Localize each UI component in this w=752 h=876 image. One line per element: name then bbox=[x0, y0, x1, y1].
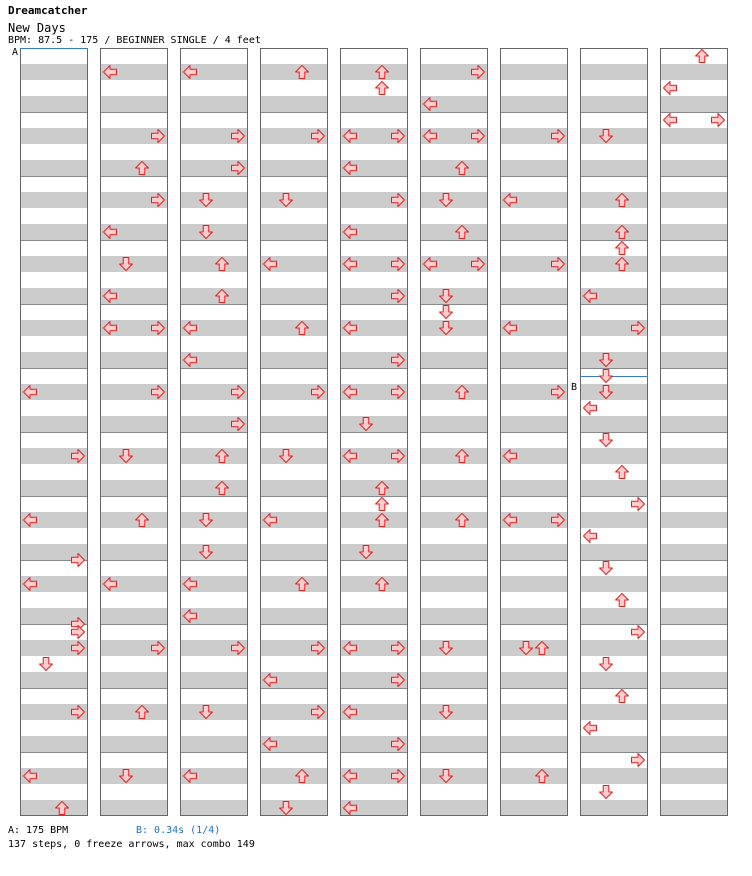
beat-stripe bbox=[20, 96, 88, 112]
beat-stripe bbox=[500, 736, 568, 752]
beat-stripe bbox=[500, 96, 568, 112]
beat-stripe bbox=[580, 128, 648, 144]
beat-stripe bbox=[420, 224, 488, 240]
beat-stripe bbox=[660, 192, 728, 208]
beat-stripe bbox=[260, 416, 328, 432]
song-title: New Days bbox=[8, 21, 66, 35]
chart-column bbox=[660, 49, 728, 817]
beat-stripe bbox=[260, 544, 328, 560]
up-arrow bbox=[616, 466, 629, 479]
up-arrow bbox=[696, 50, 709, 63]
beat-stripe bbox=[660, 544, 728, 560]
beat-stripe bbox=[660, 448, 728, 464]
beat-stripe bbox=[660, 288, 728, 304]
beat-stripe bbox=[20, 224, 88, 240]
beat-stripe bbox=[660, 352, 728, 368]
beat-stripe bbox=[100, 256, 168, 272]
beat-stripe bbox=[20, 416, 88, 432]
beat-stripe bbox=[420, 288, 488, 304]
beat-stripe bbox=[660, 640, 728, 656]
beat-stripe bbox=[420, 736, 488, 752]
beat-stripe bbox=[340, 608, 408, 624]
bpm-a-legend: A: 175 BPM bbox=[8, 825, 69, 836]
up-arrow bbox=[616, 594, 629, 607]
left-arrow bbox=[584, 402, 597, 415]
beat-stripe bbox=[340, 512, 408, 528]
beat-stripe bbox=[260, 800, 328, 816]
beat-stripe bbox=[100, 160, 168, 176]
down-arrow bbox=[600, 786, 613, 799]
beat-stripe bbox=[420, 672, 488, 688]
beat-stripe bbox=[580, 800, 648, 816]
chart-column bbox=[20, 49, 88, 817]
beat-stripe bbox=[180, 704, 248, 720]
beat-stripe bbox=[420, 704, 488, 720]
beat-stripe bbox=[420, 576, 488, 592]
beat-stripe bbox=[580, 704, 648, 720]
beat-stripe bbox=[260, 224, 328, 240]
down-arrow bbox=[40, 658, 53, 671]
beat-stripe bbox=[580, 640, 648, 656]
beat-stripe bbox=[580, 672, 648, 688]
beat-stripe bbox=[580, 160, 648, 176]
right-arrow bbox=[632, 498, 645, 511]
beat-stripe bbox=[100, 448, 168, 464]
beat-stripe bbox=[500, 160, 568, 176]
beat-stripe bbox=[260, 608, 328, 624]
beat-stripe bbox=[660, 384, 728, 400]
beat-stripe bbox=[340, 576, 408, 592]
beat-stripe bbox=[420, 352, 488, 368]
beat-stripe bbox=[100, 480, 168, 496]
beat-stripe bbox=[260, 768, 328, 784]
beat-stripe bbox=[420, 320, 488, 336]
beat-stripe bbox=[580, 416, 648, 432]
right-arrow bbox=[632, 754, 645, 767]
beat-stripe bbox=[180, 256, 248, 272]
beat-stripe bbox=[660, 576, 728, 592]
down-arrow bbox=[600, 370, 613, 383]
beat-stripe bbox=[180, 544, 248, 560]
beat-stripe bbox=[660, 512, 728, 528]
right-arrow bbox=[632, 626, 645, 639]
right-arrow bbox=[712, 114, 725, 127]
beat-stripe bbox=[580, 384, 648, 400]
beat-stripe bbox=[500, 768, 568, 784]
beat-stripe bbox=[660, 768, 728, 784]
beat-stripe bbox=[180, 288, 248, 304]
beat-stripe bbox=[260, 352, 328, 368]
up-arrow bbox=[616, 242, 629, 255]
beat-stripe bbox=[20, 672, 88, 688]
beat-stripe bbox=[660, 736, 728, 752]
beat-stripe bbox=[420, 640, 488, 656]
beat-stripe bbox=[20, 192, 88, 208]
chart-column bbox=[260, 49, 328, 817]
artist-name: Dreamcatcher bbox=[8, 4, 88, 17]
beat-stripe bbox=[100, 416, 168, 432]
beat-stripe bbox=[580, 256, 648, 272]
marker-a-label: A bbox=[12, 47, 19, 58]
beat-stripe bbox=[100, 96, 168, 112]
beat-stripe bbox=[180, 480, 248, 496]
beat-stripe bbox=[100, 768, 168, 784]
beat-stripe bbox=[500, 544, 568, 560]
beat-stripe bbox=[580, 544, 648, 560]
beat-stripe bbox=[340, 64, 408, 80]
beat-stripe bbox=[420, 768, 488, 784]
beat-stripe bbox=[260, 192, 328, 208]
beat-stripe bbox=[580, 512, 648, 528]
beat-stripe bbox=[500, 576, 568, 592]
beat-stripe bbox=[340, 416, 408, 432]
beat-stripe bbox=[20, 736, 88, 752]
beat-stripe bbox=[180, 224, 248, 240]
beat-stripe bbox=[660, 480, 728, 496]
beat-stripe bbox=[500, 640, 568, 656]
beat-stripe bbox=[20, 320, 88, 336]
marker-b-label: B bbox=[571, 382, 578, 393]
beat-stripe bbox=[180, 192, 248, 208]
beat-stripe bbox=[580, 64, 648, 80]
beat-stripe bbox=[660, 800, 728, 816]
left-arrow bbox=[584, 722, 597, 735]
down-arrow bbox=[600, 658, 613, 671]
beat-stripe bbox=[500, 672, 568, 688]
beat-stripe bbox=[20, 128, 88, 144]
beat-stripe bbox=[180, 672, 248, 688]
beat-stripe bbox=[420, 448, 488, 464]
beat-stripe bbox=[580, 608, 648, 624]
beat-stripe bbox=[500, 704, 568, 720]
beat-stripe bbox=[660, 416, 728, 432]
beat-stripe bbox=[420, 512, 488, 528]
beat-stripe bbox=[100, 800, 168, 816]
beat-stripe bbox=[580, 192, 648, 208]
beat-stripe bbox=[580, 224, 648, 240]
beat-stripe bbox=[180, 800, 248, 816]
right-arrow bbox=[72, 626, 85, 639]
beat-stripe bbox=[580, 352, 648, 368]
chart-info: BPM: 87.5 - 175 / BEGINNER SINGLE / 4 feet bbox=[8, 35, 261, 46]
beat-stripe bbox=[260, 64, 328, 80]
beat-stripe bbox=[500, 416, 568, 432]
beat-stripe bbox=[180, 512, 248, 528]
beat-stripe bbox=[100, 352, 168, 368]
beat-stripe bbox=[180, 736, 248, 752]
beat-stripe bbox=[100, 704, 168, 720]
beat-stripe bbox=[260, 288, 328, 304]
chart-column bbox=[500, 49, 568, 817]
down-arrow bbox=[600, 562, 613, 575]
beat-stripe bbox=[260, 160, 328, 176]
beat-stripe bbox=[420, 192, 488, 208]
beat-stripe bbox=[260, 96, 328, 112]
beat-stripe bbox=[580, 96, 648, 112]
up-arrow bbox=[376, 82, 389, 95]
beat-stripe bbox=[660, 256, 728, 272]
beat-stripe bbox=[260, 320, 328, 336]
beat-stripe bbox=[100, 736, 168, 752]
up-arrow bbox=[616, 690, 629, 703]
chart-column bbox=[100, 49, 168, 817]
left-arrow bbox=[664, 82, 677, 95]
beat-stripe bbox=[660, 672, 728, 688]
down-arrow bbox=[600, 434, 613, 447]
beat-stripe bbox=[340, 96, 408, 112]
beat-stripe bbox=[260, 480, 328, 496]
beat-stripe bbox=[420, 800, 488, 816]
beat-stripe bbox=[580, 736, 648, 752]
beat-stripe bbox=[100, 512, 168, 528]
chart-column bbox=[580, 49, 648, 817]
beat-stripe bbox=[20, 800, 88, 816]
beat-stripe bbox=[660, 704, 728, 720]
beat-stripe bbox=[420, 384, 488, 400]
beat-stripe bbox=[420, 480, 488, 496]
beat-stripe bbox=[500, 800, 568, 816]
beat-stripe bbox=[580, 448, 648, 464]
beat-stripe bbox=[340, 480, 408, 496]
beat-stripe bbox=[20, 64, 88, 80]
beat-stripe bbox=[580, 576, 648, 592]
beat-stripe bbox=[20, 288, 88, 304]
beat-stripe bbox=[180, 448, 248, 464]
beat-stripe bbox=[100, 544, 168, 560]
beat-stripe bbox=[660, 320, 728, 336]
left-arrow bbox=[584, 530, 597, 543]
beat-stripe bbox=[420, 160, 488, 176]
up-arrow bbox=[376, 498, 389, 511]
beat-stripe bbox=[660, 608, 728, 624]
beat-stripe bbox=[340, 544, 408, 560]
chart-summary: 137 steps, 0 freeze arrows, max combo 149 bbox=[8, 839, 255, 850]
chart-column bbox=[420, 49, 488, 817]
beat-stripe bbox=[500, 608, 568, 624]
beat-stripe bbox=[100, 672, 168, 688]
left-arrow bbox=[664, 114, 677, 127]
bpm-b-legend: B: 0.34s (1/4) bbox=[136, 825, 221, 836]
beat-stripe bbox=[260, 448, 328, 464]
beat-stripe bbox=[660, 224, 728, 240]
beat-stripe bbox=[420, 416, 488, 432]
beat-stripe bbox=[180, 96, 248, 112]
beat-stripe bbox=[500, 288, 568, 304]
beat-stripe bbox=[420, 608, 488, 624]
beat-stripe bbox=[20, 480, 88, 496]
beat-stripe bbox=[420, 544, 488, 560]
beat-stripe bbox=[260, 576, 328, 592]
beat-stripe bbox=[500, 480, 568, 496]
beat-stripe bbox=[20, 256, 88, 272]
beat-stripe bbox=[660, 96, 728, 112]
beat-stripe bbox=[580, 768, 648, 784]
beat-stripe bbox=[100, 608, 168, 624]
down-arrow bbox=[440, 306, 453, 319]
beat-stripe bbox=[20, 160, 88, 176]
beat-stripe bbox=[500, 352, 568, 368]
beat-stripe bbox=[20, 352, 88, 368]
beat-stripe bbox=[500, 64, 568, 80]
beat-stripe bbox=[660, 64, 728, 80]
beat-stripe bbox=[660, 128, 728, 144]
beat-stripe bbox=[580, 480, 648, 496]
beat-stripe bbox=[500, 224, 568, 240]
beat-stripe bbox=[660, 160, 728, 176]
